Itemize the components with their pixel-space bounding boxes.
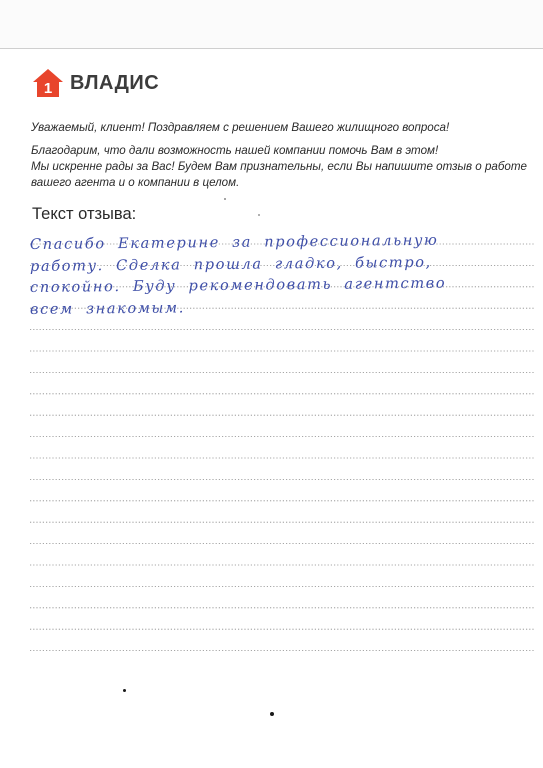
scan-speck	[270, 712, 274, 716]
scan-speck	[258, 214, 260, 216]
handwritten-line: всем знакомым.	[29, 298, 186, 318]
thanks-line: вашего агента и о компании в целом.	[31, 176, 240, 189]
thanks-line: Благодарим, что дали возможность нашей компании помочь Вам в этом!	[31, 144, 439, 157]
handwritten-line: Спасибо Екатерине за профессиональную	[29, 231, 439, 253]
handwritten-line: работу. Сделка прошла гладко, быстро,	[29, 253, 432, 275]
scan-speck	[123, 689, 126, 692]
handwritten-line: спокойно. Буду рекомендовать агентство	[29, 274, 447, 296]
scan-speck	[224, 198, 226, 200]
thanks-line: Мы искренне рады за Вас! Будем Вам признательны, если Вы напишите отзыв о работе	[31, 160, 527, 173]
logo-digit: 1	[43, 80, 53, 97]
house-logo-icon	[32, 68, 64, 98]
handwritten-review	[29, 231, 510, 320]
brand-name: ВЛАДИС	[70, 71, 160, 94]
scan-top-edge	[0, 0, 543, 49]
greeting-text: Уважаемый, клиент! Поздравляем с решением Вашего жилищного вопроса!	[31, 121, 450, 134]
thanks-paragraph	[31, 143, 527, 191]
review-heading: Текст отзыва:	[32, 205, 137, 223]
vladis-logo	[32, 67, 159, 99]
